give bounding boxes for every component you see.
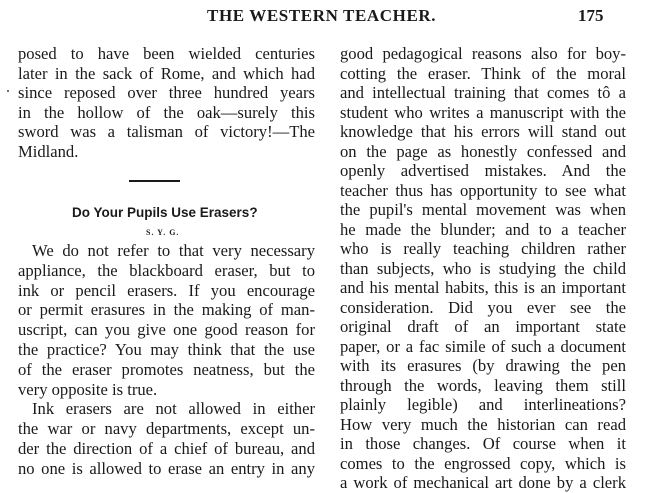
text-line: cotting the eraser. Think of the moral — [340, 63, 626, 83]
text-line: who is really teaching children rather — [340, 239, 626, 258]
text-line: ink or pencil erasers. If you encourage — [18, 280, 315, 300]
page-number: 175 — [578, 6, 604, 25]
text-line: uscript, can you give one good reason for — [18, 320, 315, 340]
text-line: comes to the engrossed copy, which is — [340, 453, 626, 473]
text-line: in those changes. Of course when it — [340, 434, 626, 453]
text-line: the pupil's mental movement was when — [340, 200, 626, 219]
text-line: no one is allowed to erase an entry in any — [18, 458, 315, 478]
text-line: knowledge that his errors will stand out — [340, 122, 626, 141]
text-line: student who writes a manuscript with the — [340, 102, 626, 122]
text-line: later in the sack of Rome, and which had — [18, 63, 315, 83]
text-line: paper, or a fac simile of such a document — [340, 336, 626, 356]
running-header: THE WESTERN TEACHER. — [207, 6, 437, 25]
text-line: he made the blunder; and to a teacher — [340, 219, 626, 239]
text-line: der the direction of a chief of bureau, and — [18, 438, 315, 458]
text-line: Ink erasers are not allowed in either — [32, 399, 315, 419]
text-line: than subjects, who is studying the child — [340, 258, 626, 278]
text-line: in the hollow of the oak—surely this — [18, 102, 315, 122]
article-byline: S. Y. G. — [146, 228, 180, 237]
text-line: How very much the historian can read — [340, 414, 626, 434]
text-line: teacher thus has opportunity to see what — [340, 180, 626, 200]
text-line: and intellectual training that comes tô a — [340, 83, 626, 102]
text-line: with its erasures (by drawing the pen — [340, 356, 626, 375]
text-line: and his mental habits, this is an important — [340, 278, 626, 297]
right-column-text — [340, 44, 626, 493]
text-line: posed to have been wielded centuries — [18, 44, 315, 63]
text-line: of the eraser promotes neatness, but the — [18, 359, 315, 379]
text-line: openly advertised mistakes. And the — [340, 161, 626, 180]
text-line: the war or navy departments, except un- — [18, 419, 315, 439]
left-column-continued-text — [18, 44, 315, 161]
text-line: since reposed over three hundred years — [18, 83, 315, 102]
text-line: original draft of an important state — [340, 317, 626, 336]
text-line: or permit erasures in the making of man- — [18, 300, 315, 320]
text-line: appliance, the blackboard eraser, but to — [18, 260, 315, 280]
text-line: a work of mechanical art done by a clerk — [340, 473, 626, 492]
text-line: through the words, leaving them still — [340, 375, 626, 395]
article-body — [18, 241, 315, 479]
section-divider-rule — [129, 180, 180, 182]
text-line: sword was a talisman of victory!—The — [18, 122, 315, 141]
text-line: consideration. Did you ever see the — [340, 297, 626, 317]
text-line: Midland. — [18, 141, 79, 161]
text-line: very opposite is true. — [18, 379, 158, 399]
text-line: plainly legible) and interlineations? — [340, 395, 626, 414]
article-title: Do Your Pupils Use Erasers? — [72, 205, 258, 220]
print-speck — [7, 90, 9, 92]
text-line: on the page as honestly confessed and — [340, 141, 626, 161]
text-line: We do not refer to that very necessary — [32, 241, 315, 260]
text-line: good pedagogical reasons also for boy- — [340, 44, 626, 63]
text-line: the practice? You may think that the use — [18, 339, 315, 359]
